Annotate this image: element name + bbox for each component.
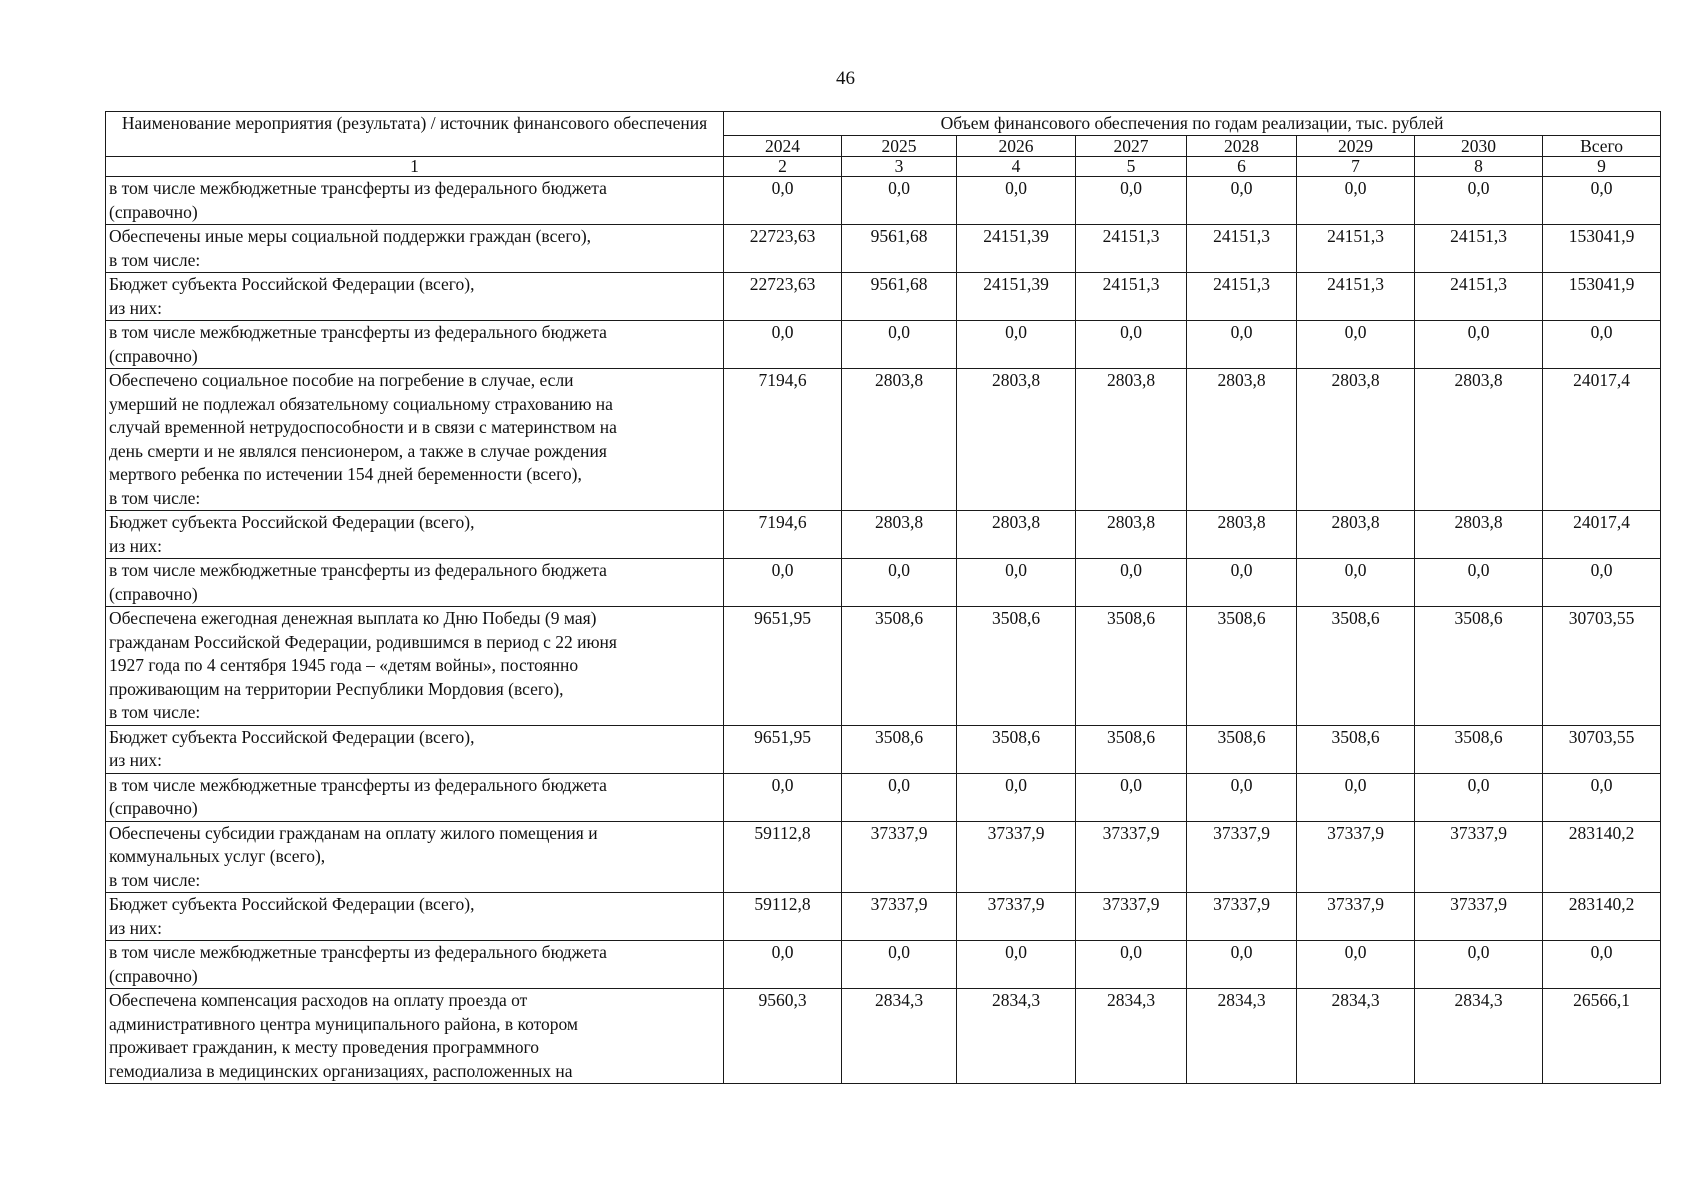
row-name-cell xyxy=(106,725,724,773)
value-cell: 7194,6 xyxy=(724,369,842,511)
row-name-line: (справочно) xyxy=(109,201,198,222)
value-cell: 37337,9 xyxy=(842,893,957,941)
table-row xyxy=(106,773,1661,821)
row-name-cell xyxy=(106,821,724,893)
value-cell: 24151,3 xyxy=(1415,225,1543,273)
row-name-cell xyxy=(106,321,724,369)
table-row xyxy=(106,989,1661,1084)
value-cell: 37337,9 xyxy=(957,893,1076,941)
row-name-cell xyxy=(106,369,724,511)
value-cell: 2803,8 xyxy=(1187,511,1297,559)
value-cell: 37337,9 xyxy=(1297,821,1415,893)
page-number: 46 xyxy=(836,68,855,89)
value-cell: 2803,8 xyxy=(957,369,1076,511)
value-cell: 2834,3 xyxy=(1415,989,1543,1084)
row-name-cell xyxy=(106,607,724,726)
value-cell: 2803,8 xyxy=(957,511,1076,559)
value-cell: 0,0 xyxy=(842,559,957,607)
value-cell: 0,0 xyxy=(1297,321,1415,369)
column-index-3: 4 xyxy=(957,157,1076,177)
row-name-cell xyxy=(106,989,724,1084)
row-name-line: в том числе межбюджетные трансферты из федерального бюджета xyxy=(109,560,607,580)
table-row xyxy=(106,321,1661,369)
table-row xyxy=(106,369,1661,511)
value-cell: 0,0 xyxy=(842,177,957,225)
value-cell: 0,0 xyxy=(1543,321,1661,369)
value-cell: 24151,3 xyxy=(1187,273,1297,321)
row-name-line: из них: xyxy=(109,535,162,556)
value-cell: 9651,95 xyxy=(724,725,842,773)
value-cell: 3508,6 xyxy=(1415,725,1543,773)
header-year-2: 2026 xyxy=(957,136,1076,157)
row-name-line: в том числе межбюджетные трансферты из федерального бюджета xyxy=(109,178,607,198)
value-cell: 2803,8 xyxy=(1415,369,1543,511)
value-cell: 0,0 xyxy=(957,941,1076,989)
value-cell: 0,0 xyxy=(1543,177,1661,225)
row-name-line: коммунальных услуг (всего), xyxy=(109,846,326,866)
value-cell: 37337,9 xyxy=(1415,821,1543,893)
value-cell: 0,0 xyxy=(1297,773,1415,821)
value-cell: 2803,8 xyxy=(1297,369,1415,511)
value-cell: 0,0 xyxy=(1076,941,1187,989)
value-cell: 153041,9 xyxy=(1543,225,1661,273)
value-cell: 0,0 xyxy=(1415,773,1543,821)
row-name-line: из них: xyxy=(109,750,162,770)
value-cell: 24151,3 xyxy=(1297,225,1415,273)
value-cell: 2834,3 xyxy=(842,989,957,1084)
value-cell: 0,0 xyxy=(724,773,842,821)
value-cell: 2803,8 xyxy=(842,369,957,511)
row-name-line: (справочно) xyxy=(109,583,198,604)
value-cell: 37337,9 xyxy=(1076,821,1187,893)
value-cell: 37337,9 xyxy=(957,821,1076,893)
table-row xyxy=(106,893,1661,941)
value-cell: 0,0 xyxy=(724,321,842,369)
value-cell: 0,0 xyxy=(1297,941,1415,989)
value-cell: 59112,8 xyxy=(724,893,842,941)
value-cell: 24151,39 xyxy=(957,273,1076,321)
value-cell: 22723,63 xyxy=(724,273,842,321)
column-index-2: 3 xyxy=(842,157,957,177)
row-name-line: в том числе межбюджетные трансферты из федерального бюджета xyxy=(109,942,607,962)
header-group: Объем финансового обеспечения по годам реализации, тыс. рублей xyxy=(724,112,1661,136)
value-cell: 3508,6 xyxy=(1297,607,1415,726)
value-cell: 24151,3 xyxy=(1187,225,1297,273)
value-cell: 0,0 xyxy=(957,321,1076,369)
table-row xyxy=(106,225,1661,273)
row-name-line: день смерти и не являлся пенсионером, а также в случае рождения xyxy=(109,440,607,461)
row-name-line: гражданам Российской Федерации, родившимся в период с 22 июня xyxy=(109,631,617,652)
value-cell: 153041,9 xyxy=(1543,273,1661,321)
value-cell: 37337,9 xyxy=(1187,821,1297,893)
value-cell: 37337,9 xyxy=(842,821,957,893)
value-cell: 37337,9 xyxy=(1076,893,1187,941)
row-name-line: в том числе межбюджетные трансферты из федерального бюджета xyxy=(109,322,607,342)
value-cell: 3508,6 xyxy=(957,607,1076,726)
table-row xyxy=(106,725,1661,773)
value-cell: 0,0 xyxy=(1415,177,1543,225)
value-cell: 3508,6 xyxy=(957,725,1076,773)
value-cell: 0,0 xyxy=(724,177,842,225)
value-cell: 37337,9 xyxy=(1187,893,1297,941)
row-name-line: Обеспечена компенсация расходов на оплату проезда от xyxy=(109,990,528,1010)
value-cell: 9561,68 xyxy=(842,273,957,321)
value-cell: 2803,8 xyxy=(1076,369,1187,511)
row-name-line: из них: xyxy=(109,297,162,318)
value-cell: 0,0 xyxy=(1187,941,1297,989)
row-name-cell xyxy=(106,273,724,321)
row-name-line: гемодиализа в медицинских организациях, расположенных на xyxy=(109,1060,573,1081)
column-index-5: 6 xyxy=(1187,157,1297,177)
value-cell: 2803,8 xyxy=(1076,511,1187,559)
value-cell: 0,0 xyxy=(1297,559,1415,607)
table-row xyxy=(106,821,1661,893)
value-cell: 0,0 xyxy=(842,773,957,821)
value-cell: 2834,3 xyxy=(1187,989,1297,1084)
column-index-1: 2 xyxy=(724,157,842,177)
column-index-0: 1 xyxy=(106,157,724,177)
value-cell: 3508,6 xyxy=(1187,725,1297,773)
value-cell: 59112,8 xyxy=(724,821,842,893)
row-name-cell xyxy=(106,511,724,559)
row-name-line: из них: xyxy=(109,917,162,938)
header-index-row xyxy=(106,157,1661,177)
value-cell: 37337,9 xyxy=(1415,893,1543,941)
value-cell: 0,0 xyxy=(1543,773,1661,821)
row-name-line: в том числе: xyxy=(109,487,201,508)
value-cell: 0,0 xyxy=(1543,559,1661,607)
row-name-cell xyxy=(106,893,724,941)
value-cell: 3508,6 xyxy=(1076,607,1187,726)
value-cell: 0,0 xyxy=(1415,321,1543,369)
row-name-line: административного центра муниципального района, в котором xyxy=(109,1013,579,1034)
header-year-7: Всего xyxy=(1543,136,1661,157)
row-name-line: в том числе межбюджетные трансферты из федерального бюджета xyxy=(109,774,607,795)
value-cell: 24151,3 xyxy=(1076,273,1187,321)
header-year-6: 2030 xyxy=(1415,136,1543,157)
value-cell: 2803,8 xyxy=(842,511,957,559)
row-name-cell xyxy=(106,559,724,607)
row-name-line: (справочно) xyxy=(109,798,198,818)
row-name-line: Бюджет субъекта Российской Федерации (всего), xyxy=(109,726,475,747)
value-cell: 0,0 xyxy=(1415,559,1543,607)
value-cell: 0,0 xyxy=(724,559,842,607)
value-cell: 24151,3 xyxy=(1297,273,1415,321)
value-cell: 0,0 xyxy=(1187,321,1297,369)
value-cell: 3508,6 xyxy=(1076,725,1187,773)
value-cell: 3508,6 xyxy=(1187,607,1297,726)
row-name-line: (справочно) xyxy=(109,965,198,986)
value-cell: 0,0 xyxy=(842,321,957,369)
value-cell: 9651,95 xyxy=(724,607,842,726)
value-cell: 30703,55 xyxy=(1543,725,1661,773)
value-cell: 2834,3 xyxy=(1076,989,1187,1084)
value-cell: 22723,63 xyxy=(724,225,842,273)
value-cell: 0,0 xyxy=(1076,177,1187,225)
table-row xyxy=(106,511,1661,559)
column-index-4: 5 xyxy=(1076,157,1187,177)
header-row xyxy=(106,112,1661,136)
value-cell: 0,0 xyxy=(957,773,1076,821)
value-cell: 0,0 xyxy=(1187,559,1297,607)
value-cell: 0,0 xyxy=(1415,941,1543,989)
value-cell: 24017,4 xyxy=(1543,369,1661,511)
row-name-line: проживает гражданин, к месту проведения программного xyxy=(109,1037,539,1057)
row-name-line: в том числе: xyxy=(109,249,201,270)
budget-table xyxy=(105,111,1661,1084)
row-name-line: (справочно) xyxy=(109,345,198,366)
value-cell: 0,0 xyxy=(1543,941,1661,989)
row-name-line: Обеспечены иные меры социальной поддержки граждан (всего), xyxy=(109,226,592,246)
table-row xyxy=(106,177,1661,225)
value-cell: 283140,2 xyxy=(1543,821,1661,893)
row-name-line: Обеспечено социальное пособие на погребение в случае, если xyxy=(109,370,574,390)
row-name-line: в том числе: xyxy=(109,702,201,722)
row-name-line: в том числе: xyxy=(109,869,201,890)
value-cell: 0,0 xyxy=(957,177,1076,225)
value-cell: 0,0 xyxy=(842,941,957,989)
value-cell: 26566,1 xyxy=(1543,989,1661,1084)
row-name-cell xyxy=(106,177,724,225)
table-row xyxy=(106,941,1661,989)
row-name-cell xyxy=(106,773,724,821)
header-year-0: 2024 xyxy=(724,136,842,157)
row-name-line: Бюджет субъекта Российской Федерации (всего), xyxy=(109,894,475,914)
value-cell: 24151,3 xyxy=(1076,225,1187,273)
value-cell: 0,0 xyxy=(1076,559,1187,607)
table-row xyxy=(106,607,1661,726)
value-cell: 3508,6 xyxy=(842,607,957,726)
column-index-7: 8 xyxy=(1415,157,1543,177)
value-cell: 9561,68 xyxy=(842,225,957,273)
value-cell: 3508,6 xyxy=(1297,725,1415,773)
column-index-6: 7 xyxy=(1297,157,1415,177)
value-cell: 0,0 xyxy=(724,941,842,989)
value-cell: 0,0 xyxy=(1076,773,1187,821)
value-cell: 3508,6 xyxy=(842,725,957,773)
value-cell: 0,0 xyxy=(957,559,1076,607)
header-year-3: 2027 xyxy=(1076,136,1187,157)
value-cell: 2834,3 xyxy=(1297,989,1415,1084)
value-cell: 2803,8 xyxy=(1297,511,1415,559)
value-cell: 24151,3 xyxy=(1415,273,1543,321)
value-cell: 0,0 xyxy=(1187,177,1297,225)
value-cell: 24151,39 xyxy=(957,225,1076,273)
column-index-8: 9 xyxy=(1543,157,1661,177)
row-name-line: случай временной нетрудоспособности и в связи с материнством на xyxy=(109,417,617,437)
row-name-line: Обеспечена ежегодная денежная выплата ко Дню Победы (9 мая) xyxy=(109,608,597,628)
value-cell: 2803,8 xyxy=(1415,511,1543,559)
value-cell: 0,0 xyxy=(1297,177,1415,225)
row-name-cell xyxy=(106,225,724,273)
row-name-line: Бюджет субъекта Российской Федерации (всего), xyxy=(109,512,475,532)
value-cell: 7194,6 xyxy=(724,511,842,559)
value-cell: 3508,6 xyxy=(1415,607,1543,726)
value-cell: 0,0 xyxy=(1187,773,1297,821)
row-name-cell xyxy=(106,941,724,989)
header-year-5: 2029 xyxy=(1297,136,1415,157)
row-name-line: умерший не подлежал обязательному социальному страхованию на xyxy=(109,393,613,414)
table-row xyxy=(106,559,1661,607)
table-row xyxy=(106,273,1661,321)
row-name-line: 1927 года по 4 сентября 1945 года – «детям войны», постоянно xyxy=(109,655,579,675)
row-name-line: Бюджет субъекта Российской Федерации (всего), xyxy=(109,274,475,294)
header-year-1: 2025 xyxy=(842,136,957,157)
value-cell: 9560,3 xyxy=(724,989,842,1084)
table-body xyxy=(106,177,1661,1084)
value-cell: 0,0 xyxy=(1076,321,1187,369)
value-cell: 30703,55 xyxy=(1543,607,1661,726)
value-cell: 283140,2 xyxy=(1543,893,1661,941)
value-cell: 37337,9 xyxy=(1297,893,1415,941)
header-name-col: Наименование мероприятия (результата) / источник финансового обеспечения xyxy=(106,112,724,157)
row-name-line: мертвого ребенка по истечении 154 дней беременности (всего), xyxy=(109,464,582,484)
value-cell: 2803,8 xyxy=(1187,369,1297,511)
row-name-line: проживающим на территории Республики Мордовия (всего), xyxy=(109,678,564,699)
value-cell: 2834,3 xyxy=(957,989,1076,1084)
row-name-line: Обеспечены субсидии гражданам на оплату жилого помещения и xyxy=(109,822,598,843)
value-cell: 24017,4 xyxy=(1543,511,1661,559)
header-year-4: 2028 xyxy=(1187,136,1297,157)
